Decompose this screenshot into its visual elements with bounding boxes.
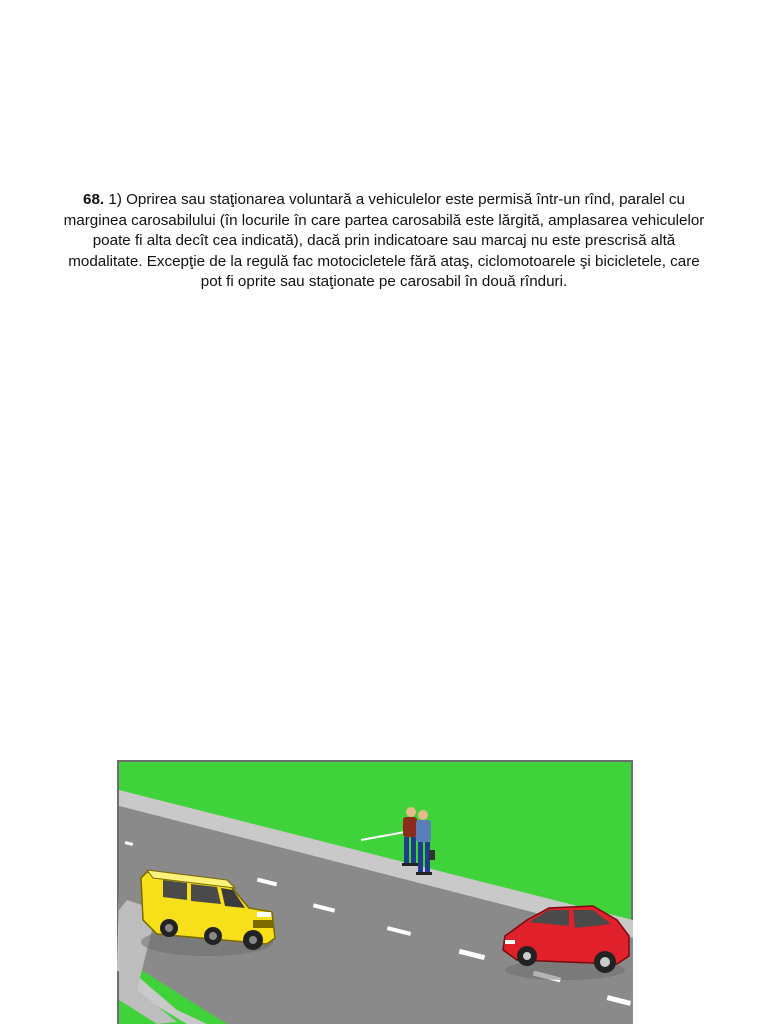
road-illustration <box>117 760 633 1024</box>
rule-number: 68. <box>83 191 105 208</box>
rule-paragraph <box>60 190 708 293</box>
rule-body: 1) Oprirea sau staţionarea voluntară a vehiculelor este permisă într-un rînd, paralel cu marginea carosabilului (în locurile în care partea carosabilă este lărgită, amplasarea vehiculelor poate fi alta decît cea indicată), dacă prin indicatoare sau marcaj nu este prescrisă altă modalitate. Excepţie de la regulă fac motocicletele fără ataş, ciclomotoarele şi bicicletele, care pot fi oprite sau staţionate pe carosabil în două rînduri. <box>63 191 705 291</box>
